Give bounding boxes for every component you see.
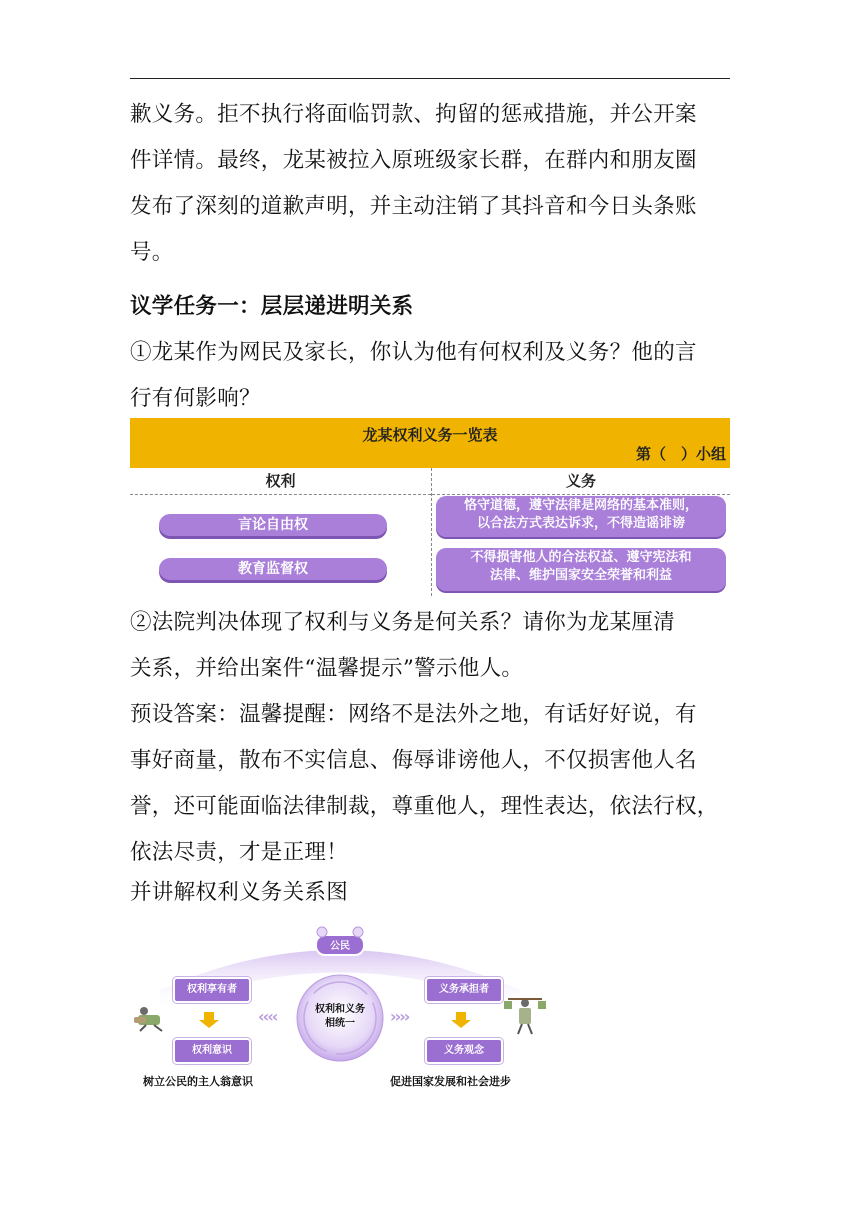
text-line: 誉，还可能面临法律制裁，尊重他人，理性表达，依法行权， (130, 794, 719, 819)
task-heading-text: 议学任务一：层层递进明关系 (130, 294, 414, 319)
center-label-line: 权利和义务 (315, 1004, 365, 1015)
rights-duties-diagram (130, 915, 550, 1095)
rights-duties-table (130, 418, 730, 596)
rights-holder-box: 权利享有者 (173, 977, 251, 1003)
table-title: 龙某权利义务一览表 (362, 426, 498, 444)
text-line: 行有何影响？ (130, 386, 261, 411)
left-arrows: ‹‹‹‹ (258, 1007, 277, 1026)
rights-awareness-box: 权利意识 (173, 1038, 251, 1064)
text-line: 号。 (130, 240, 174, 265)
diagram-caption (130, 870, 730, 916)
left-caption: 树立公民的主人翁意识 (143, 1075, 253, 1088)
citizen-label: 公民 (330, 941, 350, 952)
preset-answer (130, 692, 730, 876)
text-line: 预设答案：温馨提醒：网络不是法外之地，有话好好说，有 (130, 702, 697, 727)
duty-concept-box: 义务观念 (425, 1038, 503, 1064)
text-line: 发布了深刻的道歉声明，并主动注销了其抖音和今日头条账 (130, 194, 697, 219)
header-rule (130, 78, 730, 79)
duty-pill-line: 不得损害他人的合法权益、遵守宪法和 (470, 550, 692, 565)
badge-ornament-left (317, 927, 327, 937)
center-label (306, 1003, 374, 1031)
question-2 (130, 600, 730, 692)
diagram-caption-text: 并讲解权利义务关系图 (130, 880, 349, 905)
task-heading (130, 284, 730, 330)
text-line: 事好商量，散布不实信息、侮辱诽谤他人，不仅损害他人名 (130, 748, 697, 773)
center-label-line: 相统一 (325, 1018, 355, 1029)
right-caption: 促进国家发展和社会进步 (390, 1075, 511, 1088)
column-divider (431, 468, 432, 596)
duty-bearer-box: 义务承担者 (425, 977, 503, 1003)
badge-ornament-right (353, 927, 363, 937)
right-pill-speech: 言论自由权 (159, 514, 387, 536)
right-pill-supervision: 教育监督权 (159, 558, 387, 580)
right-figure-icon (504, 999, 546, 1034)
duty-pill-line: 法律、维护国家安全荣誉和利益 (489, 568, 672, 583)
right-down-arrow (451, 1012, 471, 1028)
duty-pill-2 (436, 548, 726, 591)
question-1 (130, 330, 730, 422)
column-header-duties: 义务 (432, 468, 730, 495)
text-line: 依法尽责，才是正理！ (130, 840, 349, 865)
text-line: 关系，并给出案件“温馨提示”警示他人。 (130, 656, 524, 681)
text-line: 歉义务。拒不执行将面临罚款、拘留的惩戒措施，并公开案 (130, 102, 697, 127)
right-arrows: ›››› (390, 1007, 409, 1026)
left-figure-icon (134, 1007, 162, 1031)
column-header-rights: 权利 (130, 468, 431, 495)
text-line: 件详情。最终，龙某被拉入原班级家长群，在群内和朋友圈 (130, 148, 697, 173)
left-down-arrow (199, 1012, 219, 1028)
text-line: ②法院判决体现了权利与义务是何关系？请你为龙某厘清 (130, 610, 676, 635)
group-label: 第（ ）小组 (635, 445, 726, 463)
duty-pill-1 (436, 496, 726, 537)
duty-pill-line: 恪守道德，遵守法律是网络的基本准则， (463, 498, 698, 513)
story-paragraph (130, 92, 730, 276)
text-line: ①龙某作为网民及家长，你认为他有何权利及义务？他的言 (130, 340, 697, 365)
duty-pill-line: 以合法方式表达诉求，不得造谣诽谤 (476, 516, 685, 531)
